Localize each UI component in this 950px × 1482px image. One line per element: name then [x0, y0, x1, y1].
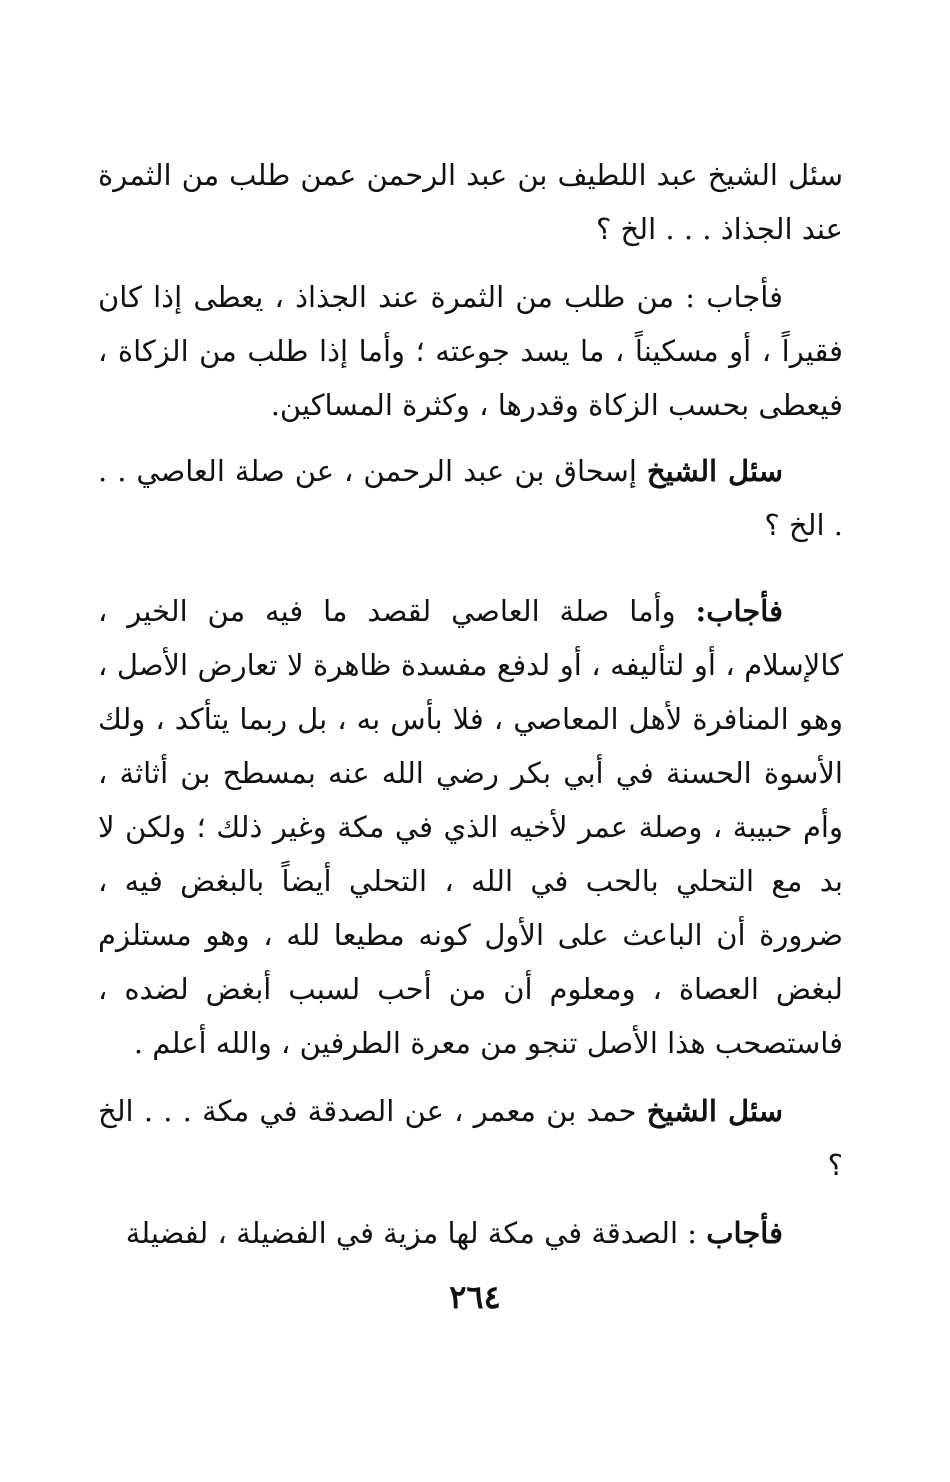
answer-lead-2: فأجاب:: [695, 594, 783, 628]
answer-text-3: : الصدقة في مكة لها مزية في الفضيلة ، لفضيلة: [125, 1216, 707, 1250]
answer-paragraph-3: [98, 1206, 843, 1260]
answer-paragraph-2: [98, 584, 843, 1070]
answer-lead-3: فأجاب: [706, 1216, 783, 1250]
question-lead-2: سئل الشيخ: [646, 454, 783, 488]
question-text-1: سئل الشيخ عبد اللطيف بن عبد الرحمن عمن طلب من الثمرة عند الجذاذ . . . الخ ؟: [98, 158, 843, 246]
question-paragraph-2: [98, 444, 843, 552]
question-paragraph-1: [98, 148, 843, 256]
page-number: ٢٦٤: [449, 1278, 501, 1316]
question-text-3: حمد بن معمر ، عن الصدقة في مكة . . . الخ ؟: [98, 1094, 843, 1182]
answer-text-1: فأجاب : من طلب من الثمرة عند الجذاذ ، يعطى إذا كان فقيراً ، أو مسكيناً ، ما يسد جوعته ؛ وأما إذا طلب من الزكاة ، فيعطى بحسب الزكاة وقدرها ، وكثرة المساكين.: [98, 280, 843, 422]
document-page: [98, 148, 843, 1260]
answer-text-2: وأما صلة العاصي لقصد ما فيه من الخير ، كالإسلام ، أو لتأليفه ، أو لدفع مفسدة ظاهرة لا تعارض الأصل ، وهو المنافرة لأهل المعاصي ، فلا بأس به ، بل ربما يتأكد ، ولك الأسوة الحسنة في أبي بكر رضي الله عنه بمسطح بن أثاثة ، وأم حبيبة ، وصلة عمر لأخيه الذي في مكة وغير ذلك ؛ ولكن لا بد مع التحلي بالحب في الله ، التحلي أيضاً بالبغض فيه ، ضرورة أن الباعث على الأول كونه مطيعا لله ، وهو مستلزم لبغض العصاة ، ومعلوم أن من أحب لسبب أبغض لضده ، فاستصحب هذا الأصل تنجو من معرة الطرفين ، والله أعلم .: [98, 594, 843, 1060]
question-paragraph-3: [98, 1084, 843, 1192]
answer-paragraph-1: [98, 270, 843, 432]
question-text-2: إسحاق بن عبد الرحمن ، عن صلة العاصي . . . الخ ؟: [98, 454, 843, 542]
question-lead-3: سئل الشيخ: [646, 1094, 783, 1128]
